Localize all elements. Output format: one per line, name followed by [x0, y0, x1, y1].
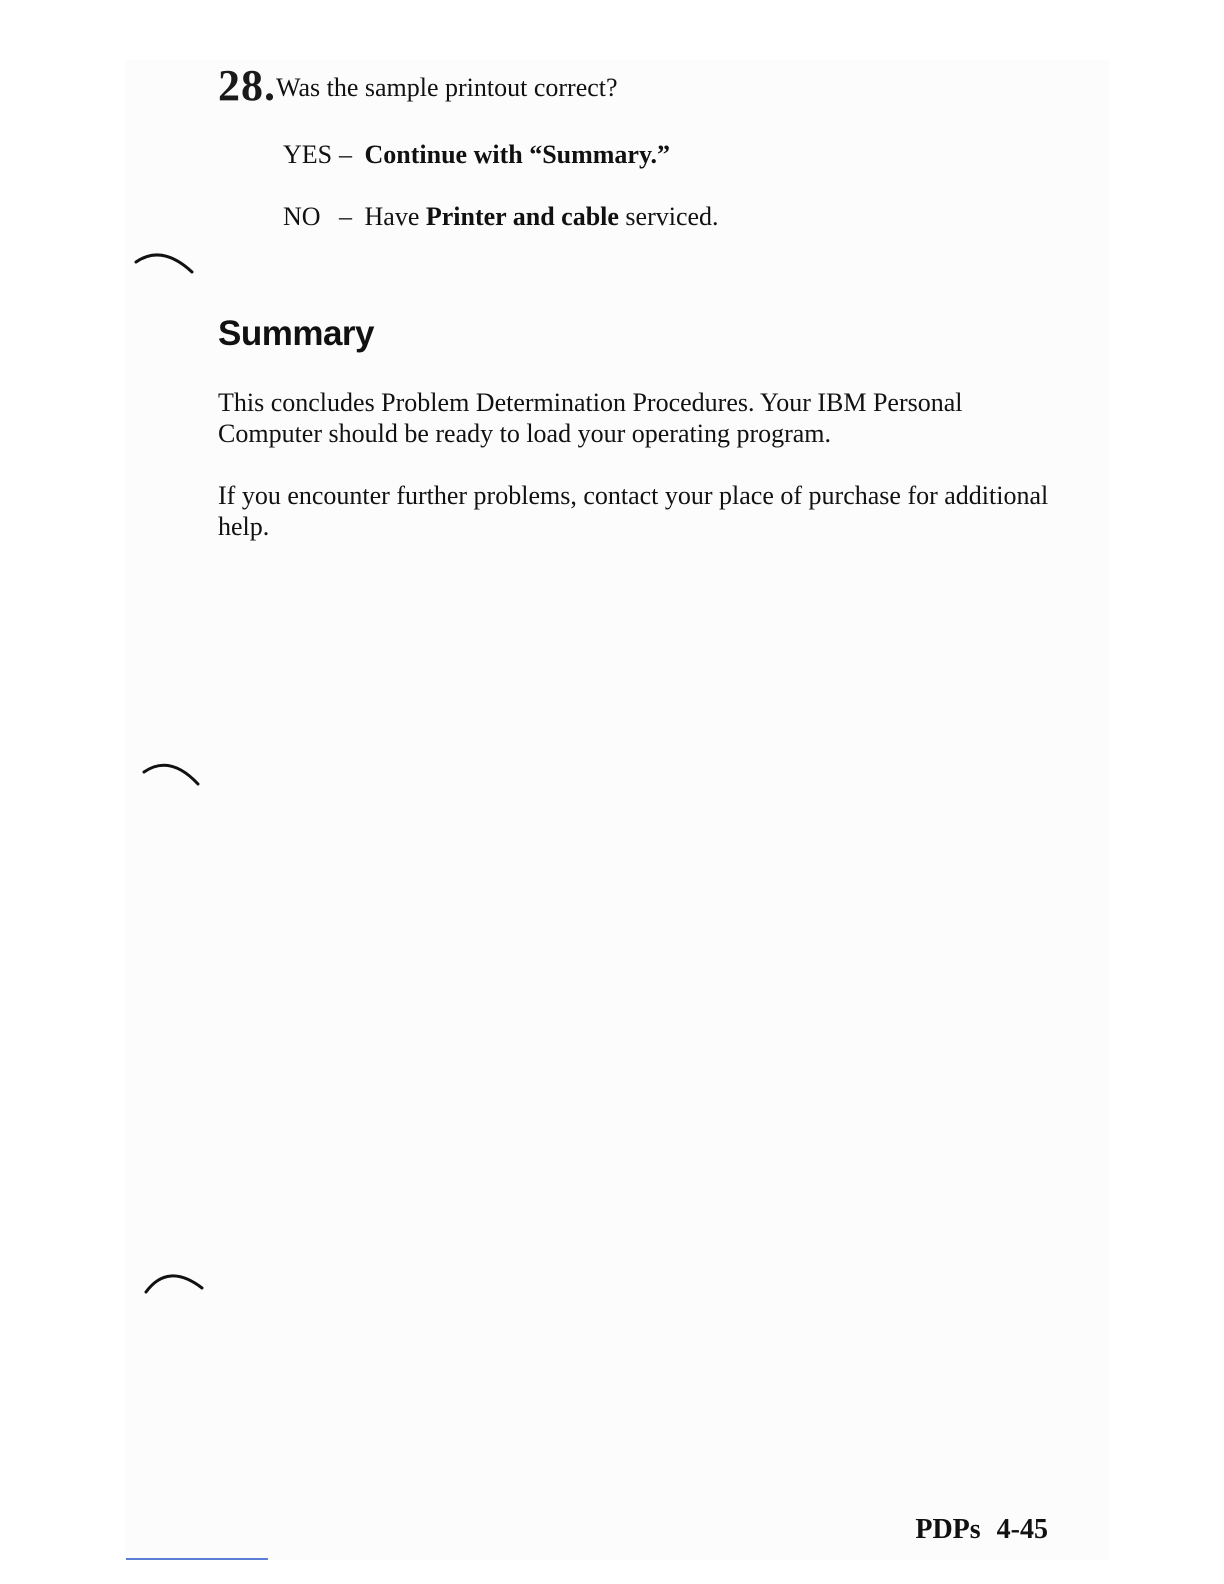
summary-paragraph-1: This concludes Problem Determination Procedures. Your IBM Personal Computer should be ready to load your operating program.	[218, 388, 963, 448]
page-footer	[915, 1514, 1048, 1546]
step-question: Was the sample printout correct?	[276, 73, 618, 102]
option-no-prefix: Have	[364, 202, 426, 231]
option-yes	[283, 140, 670, 170]
scan-edge-line	[126, 1558, 268, 1560]
page-background	[126, 60, 1110, 1560]
option-yes-dash: –	[339, 140, 352, 169]
option-yes-label: YES	[283, 140, 333, 169]
option-no-suffix: serviced.	[618, 202, 719, 231]
option-no-label: NO	[283, 202, 321, 231]
option-no-dash: –	[339, 202, 352, 231]
option-no	[283, 202, 719, 232]
summary-heading: Summary	[218, 314, 375, 353]
step-28	[218, 60, 618, 111]
footer-page-number: 4-45	[996, 1514, 1048, 1545]
footer-section: PDPs	[915, 1514, 981, 1545]
step-number: 28.	[218, 61, 276, 110]
binder-hole-arc-icon	[140, 756, 204, 796]
option-yes-action: Continue with “Summary.”	[364, 140, 671, 169]
option-no-bold: Printer and cable	[425, 202, 619, 231]
binder-hole-arc-icon	[142, 1262, 206, 1302]
binder-hole-arc-icon	[132, 242, 196, 282]
summary-paragraph-2: If you encounter further problems, contact your place of purchase for additional help.	[218, 481, 1049, 541]
